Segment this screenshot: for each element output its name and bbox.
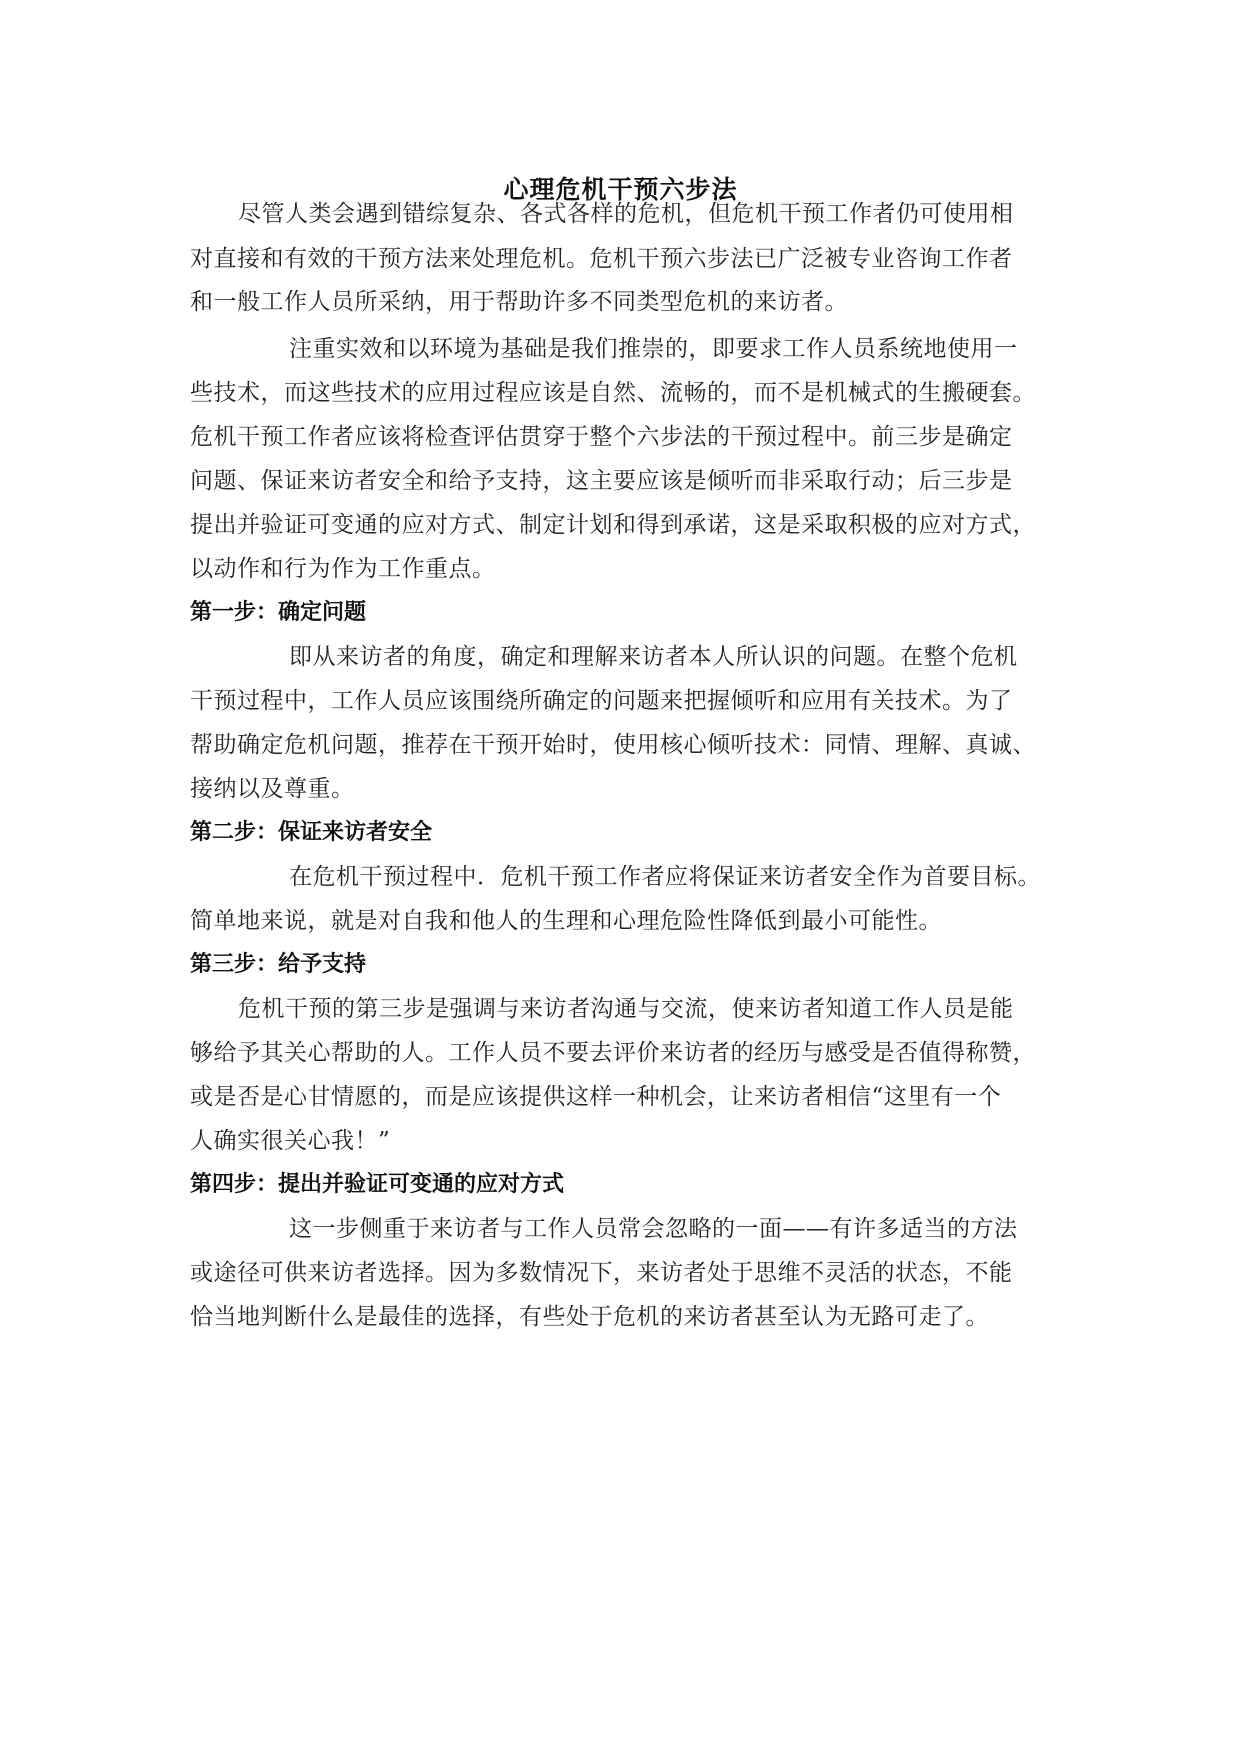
intro-line: 和一般工作人员所采纳，用于帮助许多不同类型危机的来访者。 [190, 289, 848, 315]
step-line: 恰当地判断什么是最佳的选择，有些处于危机的来访者甚至认为无路可走了。 [190, 1304, 989, 1330]
intro-line: 尽管人类会遇到错综复杂、各式各样的危机，但危机干预工作者仍可使用相 [238, 201, 1014, 227]
step-line: 干预过程中，工作人员应该围绕所确定的问题来把握倾听和应用有关技术。为了 [190, 688, 1013, 714]
principle-line: 以动作和行为作为工作重点。 [190, 556, 496, 582]
step-line: 简单地来说，就是对自我和他人的生理和心理危险性降低到最小可能性。 [190, 908, 942, 934]
step-line: 人确实很关心我！” [190, 1128, 391, 1154]
step-line: 或是否是心甘情愿的，而是应该提供这样一种机会，让来访者相信“这里有一个 [190, 1084, 1002, 1110]
step-line: 帮助确定危机问题，推荐在干预开始时，使用核心倾听技术：同情、理解、真诚、 [190, 732, 1036, 758]
step-heading: 第四步：提出并验证可变通的应对方式 [190, 1172, 565, 1197]
step-line: 在危机干预过程中．危机干预工作者应将保证来访者安全作为首要目标。 [289, 864, 1041, 890]
principle-line: 注重实效和以环境为基础是我们推崇的，即要求工作人员系统地使用一 [289, 336, 1018, 362]
step-heading: 第二步：保证来访者安全 [190, 820, 433, 845]
step-line: 即从来访者的角度，确定和理解来访者本人所认识的问题。在整个危机 [289, 644, 1018, 670]
principle-line: 些技术，而这些技术的应用过程应该是自然、流畅的，而不是机械式的生搬硬套。 [190, 380, 1036, 406]
principle-line: 问题、保证来访者安全和给予支持，这主要应该是倾听而非采取行动；后三步是 [190, 468, 1013, 494]
step-heading: 第三步：给予支持 [190, 952, 367, 977]
principle-line: 提出并验证可变通的应对方式、制定计划和得到承诺，这是采取积极的应对方式， [190, 512, 1036, 538]
step-line: 危机干预的第三步是强调与来访者沟通与交流，使来访者知道工作人员是能 [238, 996, 1014, 1022]
step-line: 够给予其关心帮助的人。工作人员不要去评价来访者的经历与感受是否值得称赞， [190, 1040, 1036, 1066]
step-heading: 第一步：确定问题 [190, 600, 367, 625]
principle-line: 危机干预工作者应该将检查评估贯穿于整个六步法的干预过程中。前三步是确定 [190, 424, 1013, 450]
page-title: 心理危机干预六步法 [503, 175, 738, 204]
step-line: 接纳以及尊重。 [190, 776, 355, 802]
step-line: 这一步侧重于来访者与工作人员常会忽略的一面——有许多适当的方法 [289, 1216, 1018, 1242]
intro-line: 对直接和有效的干预方法来处理危机。危机干预六步法已广泛被专业咨询工作者 [190, 246, 1013, 272]
step-line: 或途径可供来访者选择。因为多数情况下，来访者处于思维不灵活的状态，不能 [190, 1260, 1013, 1286]
